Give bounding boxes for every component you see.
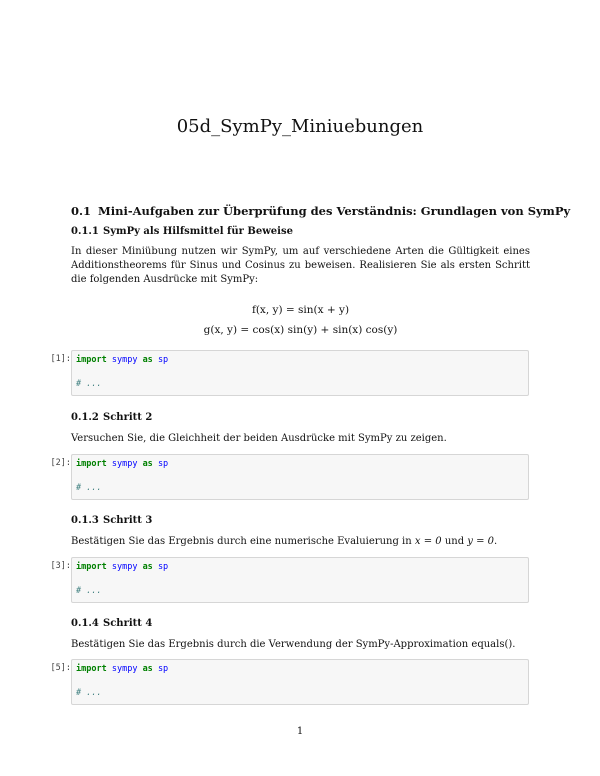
subsection-title: Schritt 3 [103, 515, 153, 526]
section-number: 0.1 [71, 204, 92, 218]
keyword-as: as [142, 664, 153, 674]
code-cell[interactable] [71, 557, 529, 603]
math-inline: y = 0 [467, 536, 495, 547]
subsection-title: Schritt 2 [103, 412, 153, 423]
math-inline: x = 0 [414, 536, 442, 547]
cell-prompt: [5]: [50, 663, 71, 673]
code-cell[interactable] [71, 659, 529, 705]
subsection-heading [71, 412, 152, 423]
cell-prompt: [1]: [50, 354, 71, 364]
module-alias: sp [157, 459, 169, 469]
keyword-import: import [76, 664, 107, 674]
subsection-number: 0.1.1 [71, 226, 99, 237]
page-number: 1 [296, 726, 304, 737]
code-cell[interactable] [71, 454, 529, 500]
code-line [76, 355, 168, 365]
code-comment: # ... [76, 483, 102, 493]
paragraph: In dieser Miniübung nutzen wir SymPy, um auf verschiedene Arten die Gültigkeit eines Additionstheorems für Sinus und Cosinus zu beweisen. Realisieren Sie als ersten Schritt die folgenden Ausdrücke mit SymPy: [71, 246, 530, 285]
subsection-number: 0.1.3 [71, 515, 99, 526]
paragraph-text: und [444, 536, 465, 547]
keyword-import: import [76, 459, 107, 469]
keyword-as: as [142, 562, 153, 572]
module-name: sympy [111, 459, 138, 469]
code-line [76, 664, 168, 674]
document-title: 05d_SymPy_Miniuebungen [176, 116, 424, 137]
subsection-number: 0.1.4 [71, 618, 99, 629]
subsection-heading [71, 226, 293, 237]
keyword-as: as [142, 459, 153, 469]
subsection-title: SymPy als Hilfsmittel für Beweise [103, 226, 293, 237]
subsection-number: 0.1.2 [71, 412, 99, 423]
paragraph: Versuchen Sie, die Gleichheit der beiden Ausdrücke mit SymPy zu zeigen. [71, 433, 447, 444]
module-name: sympy [111, 562, 138, 572]
module-name: sympy [111, 664, 138, 674]
module-name: sympy [111, 355, 138, 365]
cell-prompt: [2]: [50, 458, 71, 468]
keyword-as: as [142, 355, 153, 365]
cell-prompt: [3]: [50, 561, 71, 571]
module-alias: sp [157, 562, 169, 572]
code-comment: # ... [76, 586, 102, 596]
paragraph-text: . [494, 536, 498, 547]
code-line [76, 562, 168, 572]
code-line [76, 459, 168, 469]
paragraph [71, 535, 530, 549]
subsection-heading [71, 618, 152, 629]
module-alias: sp [157, 664, 169, 674]
keyword-import: import [76, 562, 107, 572]
subsection-title: Schritt 4 [103, 618, 153, 629]
code-comment: # ... [76, 688, 102, 698]
code-comment: # ... [76, 379, 102, 389]
equation-g: g(x, y) = cos(x) sin(y) + sin(x) cos(y) [203, 324, 398, 336]
keyword-import: import [76, 355, 107, 365]
paragraph-text: Bestätigen Sie das Ergebnis durch eine numerische Evaluierung in [71, 536, 412, 547]
subsection-heading [71, 515, 152, 526]
paragraph: Bestätigen Sie das Ergebnis durch die Verwendung der SymPy-Approximation equals(). [71, 639, 516, 650]
code-cell[interactable] [71, 350, 529, 396]
section-heading [71, 204, 570, 218]
equation-f: f(x, y) = sin(x + y) [251, 304, 350, 316]
section-title: Mini-Aufgaben zur Überprüfung des Verständnis: Grundlagen von SymPy [98, 204, 571, 218]
module-alias: sp [157, 355, 169, 365]
